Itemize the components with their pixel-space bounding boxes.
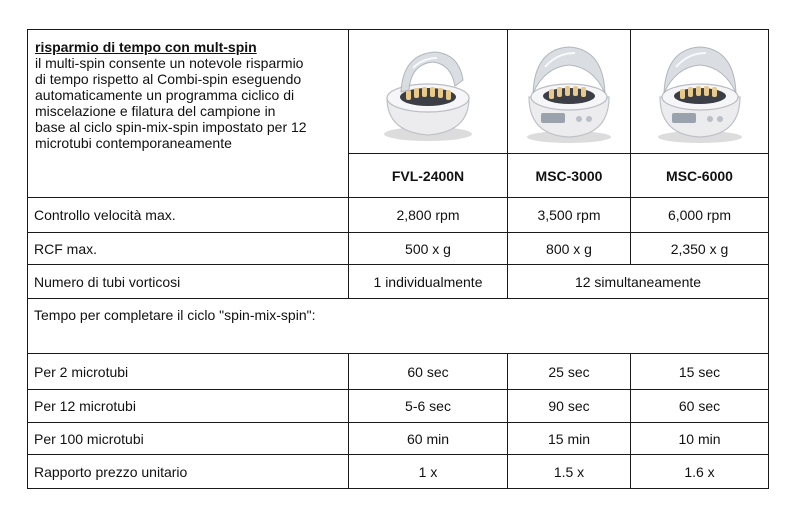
row-label: Rapporto prezzo unitario [28, 455, 349, 489]
cell-value: 500 x g [349, 233, 508, 265]
cell-value: 25 sec [508, 354, 631, 390]
table-row-cycle-heading [28, 299, 769, 354]
cell-value: 90 sec [508, 390, 631, 423]
table-row-t2 [28, 354, 769, 390]
centrifuge-image-msc-6000 [650, 37, 750, 147]
model-name-msc-6000: MSC-6000 [631, 154, 769, 198]
table-row-t100 [28, 423, 769, 455]
cell-value: 1.6 x [631, 455, 769, 489]
table-row-t12 [28, 390, 769, 423]
row-label: Per 2 microtubi [28, 354, 349, 390]
cell-value: 15 min [508, 423, 631, 455]
intro-cell [28, 30, 349, 198]
table-row-speed [28, 198, 769, 233]
cell-value: 60 sec [349, 354, 508, 390]
intro-line: microtubi contemporaneamente [35, 135, 232, 151]
intro-line: il multi-spin consente un notevole risparmio [35, 55, 304, 71]
centrifuge-image-fvl-2400n [373, 40, 483, 144]
cell-value: 1 individualmente [349, 265, 508, 299]
model-name-msc-3000: MSC-3000 [508, 154, 631, 198]
table-row-rcf [28, 233, 769, 265]
row-label: Per 100 microtubi [28, 423, 349, 455]
cycle-heading: Tempo per completare il ciclo "spin-mix-spin": [28, 299, 769, 354]
row-label: Numero di tubi vorticosi [28, 265, 349, 299]
cell-value: 3,500 rpm [508, 198, 631, 233]
intro-line: di tempo rispetto al Combi-spin eseguendo [35, 71, 302, 87]
cell-value: 800 x g [508, 233, 631, 265]
row-label: RCF max. [28, 233, 349, 265]
comparison-table [27, 29, 769, 489]
cell-value: 5-6 sec [349, 390, 508, 423]
cell-value: 1.5 x [508, 455, 631, 489]
cell-value: 10 min [631, 423, 769, 455]
intro-line: base al ciclo spin-mix-spin impostato per 12 [35, 119, 307, 135]
cell-value: 60 min [349, 423, 508, 455]
row-label: Controllo velocità max. [28, 198, 349, 233]
cell-value: 2,800 rpm [349, 198, 508, 233]
intro-line: miscelazione e filatura del campione in [35, 103, 276, 119]
cell-value: 6,000 rpm [631, 198, 769, 233]
cell-value-merged: 12 simultaneamente [508, 265, 769, 299]
msc-3000-image-cell [508, 30, 631, 154]
intro-title: risparmio di tempo con mult-spin [35, 39, 257, 55]
fvl-2400n-image-cell [349, 30, 508, 154]
table-row-price [28, 455, 769, 489]
centrifuge-image-msc-3000 [519, 37, 619, 147]
row-label: Per 12 microtubi [28, 390, 349, 423]
msc-6000-image-cell [631, 30, 769, 154]
table-row-tubes [28, 265, 769, 299]
cell-value: 60 sec [631, 390, 769, 423]
model-name-fvl-2400n: FVL-2400N [349, 154, 508, 198]
intro-line: automaticamente un programma ciclico di [35, 87, 295, 103]
cell-value: 15 sec [631, 354, 769, 390]
cell-value: 1 x [349, 455, 508, 489]
cell-value: 2,350 x g [631, 233, 769, 265]
